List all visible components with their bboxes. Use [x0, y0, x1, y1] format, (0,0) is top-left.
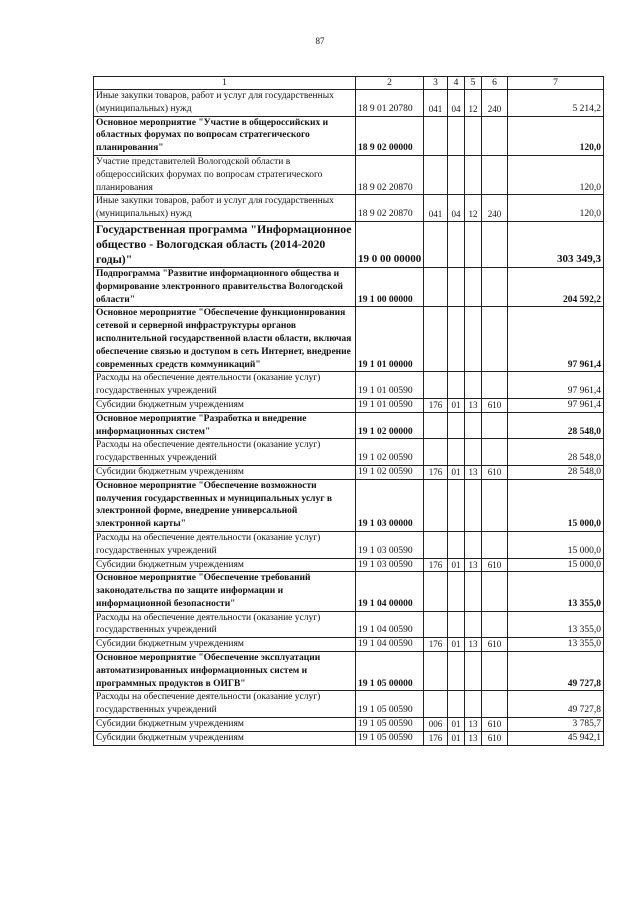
row-name-cell: Субсидии бюджетным учреждениям: [94, 398, 356, 412]
row-code-cell: 19 1 03 00590: [356, 531, 424, 558]
row-department-cell: 176: [424, 558, 448, 572]
row-name-cell: Субсидии бюджетным учреждениям: [94, 718, 356, 732]
row-code-cell: 19 1 01 00590: [356, 372, 424, 399]
row-department-cell: [424, 267, 448, 306]
row-subsection-cell: [465, 479, 482, 531]
row-code-cell: 19 1 04 00590: [356, 638, 424, 652]
row-name-cell: Иные закупки товаров, работ и услуг для государственных (муниципальных) нужд: [94, 90, 356, 117]
column-header: 5: [465, 77, 482, 90]
row-code-cell: 19 1 05 00000: [356, 652, 424, 691]
row-amount-cell: 49 727,8: [508, 652, 604, 691]
row-amount-cell: 28 548,0: [508, 465, 604, 479]
row-amount-cell: 97 961,4: [508, 372, 604, 399]
row-department-cell: [424, 531, 448, 558]
column-header-row: [94, 77, 604, 90]
row-department-cell: 176: [424, 398, 448, 412]
row-code-cell: 19 1 01 00590: [356, 398, 424, 412]
row-code-cell: 19 1 04 00590: [356, 611, 424, 638]
row-amount-cell: 120,0: [508, 116, 604, 155]
row-amount-cell: 120,0: [508, 155, 604, 194]
row-section-cell: [448, 691, 465, 718]
row-subsection-cell: 13: [465, 558, 482, 572]
row-subsection-cell: [465, 221, 482, 267]
row-expense-type-cell: 240: [482, 195, 508, 222]
row-code-cell: 19 0 00 00000: [356, 221, 424, 267]
row-subsection-cell: [465, 611, 482, 638]
table-row: [94, 398, 604, 412]
row-subsection-cell: 13: [465, 731, 482, 745]
row-expense-type-cell: [482, 572, 508, 611]
row-expense-type-cell: 610: [482, 638, 508, 652]
table-row: [94, 267, 604, 306]
row-department-cell: [424, 116, 448, 155]
table-row: [94, 90, 604, 117]
row-subsection-cell: 13: [465, 398, 482, 412]
row-section-cell: 04: [448, 195, 465, 222]
table-row: [94, 638, 604, 652]
row-expense-type-cell: [482, 652, 508, 691]
row-section-cell: [448, 372, 465, 399]
row-code-cell: 19 1 00 00000: [356, 267, 424, 306]
row-name-cell: Расходы на обеспечение деятельности (оказание услуг) государственных учреждений: [94, 691, 356, 718]
row-name-cell: Субсидии бюджетным учреждениям: [94, 731, 356, 745]
row-amount-cell: 13 355,0: [508, 572, 604, 611]
row-subsection-cell: [465, 372, 482, 399]
column-header: 7: [508, 77, 604, 90]
table-row: [94, 558, 604, 572]
row-section-cell: 01: [448, 638, 465, 652]
row-amount-cell: 28 548,0: [508, 412, 604, 439]
row-section-cell: 01: [448, 398, 465, 412]
row-subsection-cell: [465, 439, 482, 466]
row-name-cell: Расходы на обеспечение деятельности (оказание услуг) государственных учреждений: [94, 531, 356, 558]
column-header: 3: [424, 77, 448, 90]
row-section-cell: [448, 116, 465, 155]
row-expense-type-cell: [482, 372, 508, 399]
row-expense-type-cell: [482, 267, 508, 306]
row-amount-cell: 49 727,8: [508, 691, 604, 718]
column-header: 2: [356, 77, 424, 90]
row-department-cell: 176: [424, 638, 448, 652]
row-section-cell: [448, 572, 465, 611]
row-amount-cell: 303 349,3: [508, 221, 604, 267]
row-name-cell: Расходы на обеспечение деятельности (оказание услуг) государственных учреждений: [94, 372, 356, 399]
table-row: [94, 652, 604, 691]
row-expense-type-cell: 610: [482, 398, 508, 412]
row-amount-cell: 28 548,0: [508, 439, 604, 466]
row-department-cell: [424, 479, 448, 531]
row-subsection-cell: [465, 572, 482, 611]
row-expense-type-cell: [482, 611, 508, 638]
row-name-cell: Основное мероприятие "Обеспечение возможности получения государственных и муниципальных услуг в электронной форме, внедрение универсальной электронной карты": [94, 479, 356, 531]
row-code-cell: 19 1 02 00000: [356, 412, 424, 439]
row-section-cell: 01: [448, 731, 465, 745]
table-row: [94, 155, 604, 194]
row-department-cell: [424, 652, 448, 691]
row-name-cell: Субсидии бюджетным учреждениям: [94, 638, 356, 652]
row-name-cell: Основное мероприятие "Обеспечение требований законодательства по защите информации и информационной безопасности": [94, 572, 356, 611]
row-code-cell: 19 1 04 00000: [356, 572, 424, 611]
row-department-cell: 041: [424, 90, 448, 117]
row-expense-type-cell: [482, 155, 508, 194]
row-code-cell: 19 1 03 00000: [356, 479, 424, 531]
table-row: [94, 221, 604, 267]
row-section-cell: [448, 439, 465, 466]
row-code-cell: 19 1 01 00000: [356, 307, 424, 372]
page-number: 87: [315, 36, 325, 46]
row-expense-type-cell: 610: [482, 465, 508, 479]
row-expense-type-cell: [482, 691, 508, 718]
row-subsection-cell: [465, 155, 482, 194]
row-code-cell: 19 1 05 00590: [356, 731, 424, 745]
row-subsection-cell: 13: [465, 718, 482, 732]
row-amount-cell: 15 000,0: [508, 479, 604, 531]
row-subsection-cell: [465, 267, 482, 306]
row-code-cell: 19 1 05 00590: [356, 691, 424, 718]
table-row: [94, 731, 604, 745]
row-amount-cell: 120,0: [508, 195, 604, 222]
row-department-cell: 176: [424, 465, 448, 479]
row-name-cell: Субсидии бюджетным учреждениям: [94, 465, 356, 479]
row-expense-type-cell: [482, 439, 508, 466]
row-name-cell: Расходы на обеспечение деятельности (оказание услуг) государственных учреждений: [94, 439, 356, 466]
row-expense-type-cell: [482, 307, 508, 372]
table-row: [94, 691, 604, 718]
row-section-cell: [448, 531, 465, 558]
row-section-cell: 01: [448, 718, 465, 732]
row-section-cell: 01: [448, 558, 465, 572]
row-code-cell: 18 9 02 20870: [356, 195, 424, 222]
row-code-cell: 18 9 02 20870: [356, 155, 424, 194]
row-expense-type-cell: [482, 116, 508, 155]
row-section-cell: [448, 221, 465, 267]
column-header: 6: [482, 77, 508, 90]
row-amount-cell: 13 355,0: [508, 611, 604, 638]
row-subsection-cell: 12: [465, 195, 482, 222]
row-subsection-cell: [465, 116, 482, 155]
row-code-cell: 19 1 05 00590: [356, 718, 424, 732]
row-department-cell: [424, 155, 448, 194]
row-name-cell: Основное мероприятие "Обеспечение функционирования сетевой и серверной инфраструктуры органов исполнительной государственной власти области, включая обеспечение связью и доступом в сеть Интернет, внедрение современных средств коммуникаций": [94, 307, 356, 372]
row-name-cell: Основное мероприятие "Разработка и внедрение информационных систем": [94, 412, 356, 439]
row-expense-type-cell: 610: [482, 718, 508, 732]
row-amount-cell: 15 000,0: [508, 531, 604, 558]
row-subsection-cell: 13: [465, 465, 482, 479]
row-department-cell: [424, 372, 448, 399]
row-expense-type-cell: [482, 531, 508, 558]
row-expense-type-cell: [482, 221, 508, 267]
table-row: [94, 531, 604, 558]
row-amount-cell: 97 961,4: [508, 307, 604, 372]
row-section-cell: [448, 412, 465, 439]
row-subsection-cell: [465, 531, 482, 558]
table-row: [94, 611, 604, 638]
row-name-cell: Подпрограмма "Развитие информационного общества и формирование электронного правительства Вологодской области": [94, 267, 356, 306]
row-department-cell: 041: [424, 195, 448, 222]
row-name-cell: Расходы на обеспечение деятельности (оказание услуг) государственных учреждений: [94, 611, 356, 638]
row-section-cell: [448, 267, 465, 306]
table-row: [94, 116, 604, 155]
row-code-cell: 19 1 02 00590: [356, 439, 424, 466]
row-expense-type-cell: 610: [482, 558, 508, 572]
row-expense-type-cell: 610: [482, 731, 508, 745]
row-code-cell: 18 9 01 20780: [356, 90, 424, 117]
row-subsection-cell: [465, 652, 482, 691]
row-amount-cell: 13 355,0: [508, 638, 604, 652]
row-amount-cell: 15 000,0: [508, 558, 604, 572]
row-department-cell: 176: [424, 731, 448, 745]
row-expense-type-cell: 240: [482, 90, 508, 117]
row-department-cell: [424, 572, 448, 611]
row-department-cell: [424, 221, 448, 267]
table-row: [94, 195, 604, 222]
row-amount-cell: 97 961,4: [508, 398, 604, 412]
table-row: [94, 439, 604, 466]
table-body: [94, 90, 604, 746]
row-name-cell: Основное мероприятие "Обеспечение эксплуатации автоматизированных информационных систем и программных продуктов в ОИГВ": [94, 652, 356, 691]
row-department-cell: [424, 439, 448, 466]
row-department-cell: [424, 307, 448, 372]
row-section-cell: 04: [448, 90, 465, 117]
table-row: [94, 572, 604, 611]
row-section-cell: [448, 479, 465, 531]
row-section-cell: [448, 307, 465, 372]
row-subsection-cell: [465, 307, 482, 372]
column-header: 4: [448, 77, 465, 90]
row-name-cell: Субсидии бюджетным учреждениям: [94, 558, 356, 572]
table-row: [94, 718, 604, 732]
row-department-cell: [424, 691, 448, 718]
row-section-cell: [448, 155, 465, 194]
table-row: [94, 307, 604, 372]
row-code-cell: 19 1 03 00590: [356, 558, 424, 572]
row-code-cell: 19 1 02 00590: [356, 465, 424, 479]
row-code-cell: 18 9 02 00000: [356, 116, 424, 155]
row-section-cell: 01: [448, 465, 465, 479]
row-subsection-cell: [465, 412, 482, 439]
row-subsection-cell: [465, 691, 482, 718]
row-subsection-cell: 12: [465, 90, 482, 117]
row-amount-cell: 5 214,2: [508, 90, 604, 117]
row-department-cell: [424, 412, 448, 439]
table-row: [94, 372, 604, 399]
row-name-cell: Иные закупки товаров, работ и услуг для государственных (муниципальных) нужд: [94, 195, 356, 222]
row-name-cell: Участие представителей Вологодской области в общероссийских форумах по вопросам стратегического планирования: [94, 155, 356, 194]
budget-table: [93, 76, 604, 746]
row-amount-cell: 45 942,1: [508, 731, 604, 745]
row-department-cell: [424, 611, 448, 638]
table-row: [94, 465, 604, 479]
row-name-cell: Государственная программа "Информационное общество - Вологодская область (2014-2020 годы)": [94, 221, 356, 267]
row-amount-cell: 204 592,2: [508, 267, 604, 306]
row-department-cell: 006: [424, 718, 448, 732]
row-expense-type-cell: [482, 412, 508, 439]
row-section-cell: [448, 611, 465, 638]
table-row: [94, 412, 604, 439]
row-name-cell: Основное мероприятие "Участие в общероссийских и областных форумах по вопросам стратегического планирования": [94, 116, 356, 155]
row-section-cell: [448, 652, 465, 691]
row-subsection-cell: 13: [465, 638, 482, 652]
row-amount-cell: 3 785,7: [508, 718, 604, 732]
column-header: 1: [94, 77, 356, 90]
table-row: [94, 479, 604, 531]
row-expense-type-cell: [482, 479, 508, 531]
